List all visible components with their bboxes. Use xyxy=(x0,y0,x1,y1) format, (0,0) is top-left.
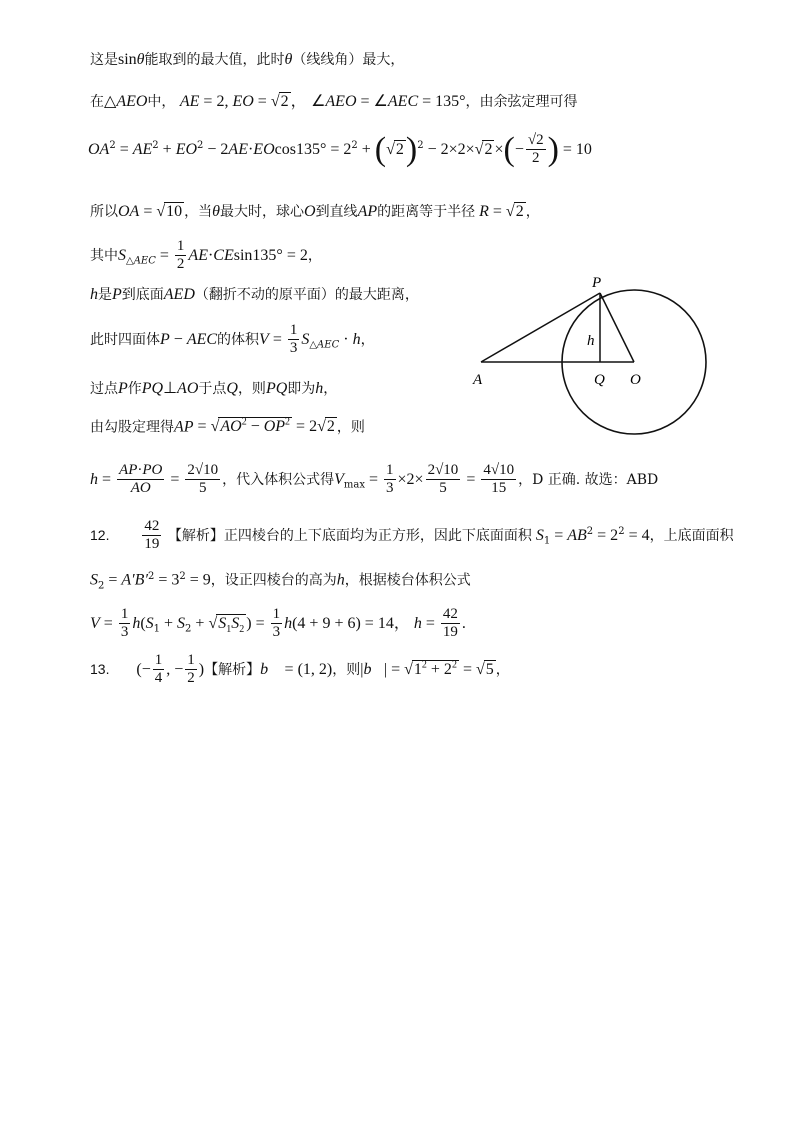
point-a-label: A xyxy=(473,372,483,388)
text-line-6: h是P到底面AED（翻折不动的原平面）的最大距离， xyxy=(90,286,419,303)
text-line-1: 这是sinθ能取到的最大值，此时θ（线线角）最大， xyxy=(90,51,405,68)
question-12-line-2: $S_2 = A'B'^2 = 3^2 = 9$，设正四棱台的高为h，根据棱台体积公式 xyxy=(90,571,471,592)
text-line-8: 过点P作PQ⊥AO于点Q，则PQ即为h， xyxy=(90,380,338,397)
text-line-10: h = $\frac{AP\cdot PO}{AO}$ = $\frac{2√10}{5}$ ，代入体积公式得$V_{max}$ = $\frac{1}{3}$ ×2× $\frac{2√10}{5}$ = $\frac{4√10}{15}$ ，D 正确. 故选：ABD xyxy=(90,462,659,497)
height-h-label: h xyxy=(587,333,595,349)
line-ap xyxy=(481,293,600,362)
point-o-label: O xyxy=(630,372,641,388)
text-line-9: 由勾股定理得AP = $√AO^2 - OP^2 = 2√2$ ，则 xyxy=(90,417,365,436)
text-line-4: 所以OA = √10 ，当θ最大时，球心O到直线AP的距离等于半径 R = √2 ， xyxy=(90,203,540,220)
point-p-label: P xyxy=(592,275,602,291)
question-12-line-1: 12. $\frac{42}{19}$ 【解析】正四棱台的上下底面均为正方形，因此下底面面积 $S_1 = AB^2 = 2^2 = 4$，上底面面积 xyxy=(90,518,734,553)
question-13-line-1: 13. (− $\frac{1}{4}$ , − $\frac{1}{2}$ )【解析】b⃗ = (1, 2)，则|b⃗| = $√1^2 + 2^2 = √5$ ， xyxy=(90,652,510,687)
text-line-7: 此时四面体P − AEC的体积V = $\frac{1}{3}$ $S_{\triangle AEC} \cdot h$， xyxy=(90,322,375,357)
text-line-2: 在△AEO中， AE = 2, EO = √2 ， ∠AEO = ∠AEC = 135°，由余弦定理可得 xyxy=(90,93,578,110)
question-12-line-3: V = $\frac{1}{3}$ $h(S_1 + S_2 + √S_1S_2$ ) = $\frac{1}{3}$ h(4 + 9 + 6) = 14， h = $\frac{42}{19}$ . xyxy=(90,606,466,641)
question-12-number: 12. xyxy=(90,526,110,543)
text-line-5: 其中$S_{\triangle AEC}$ = $\frac{1}{2}$ AE·CEsin135° = 2， xyxy=(90,238,322,273)
line-po xyxy=(600,293,634,362)
question-13-number: 13. xyxy=(90,660,110,677)
equation-cosine-law: $OA^2 = AE^2 + EO^2 - 2AE\cdot EOcos135^\circ = 2^2 + (√2)^2 - 2\times 2\times√2$ ×(− $\frac{√2}{2}$ ) = 10 xyxy=(88,130,592,168)
point-q-label: Q xyxy=(594,372,605,388)
